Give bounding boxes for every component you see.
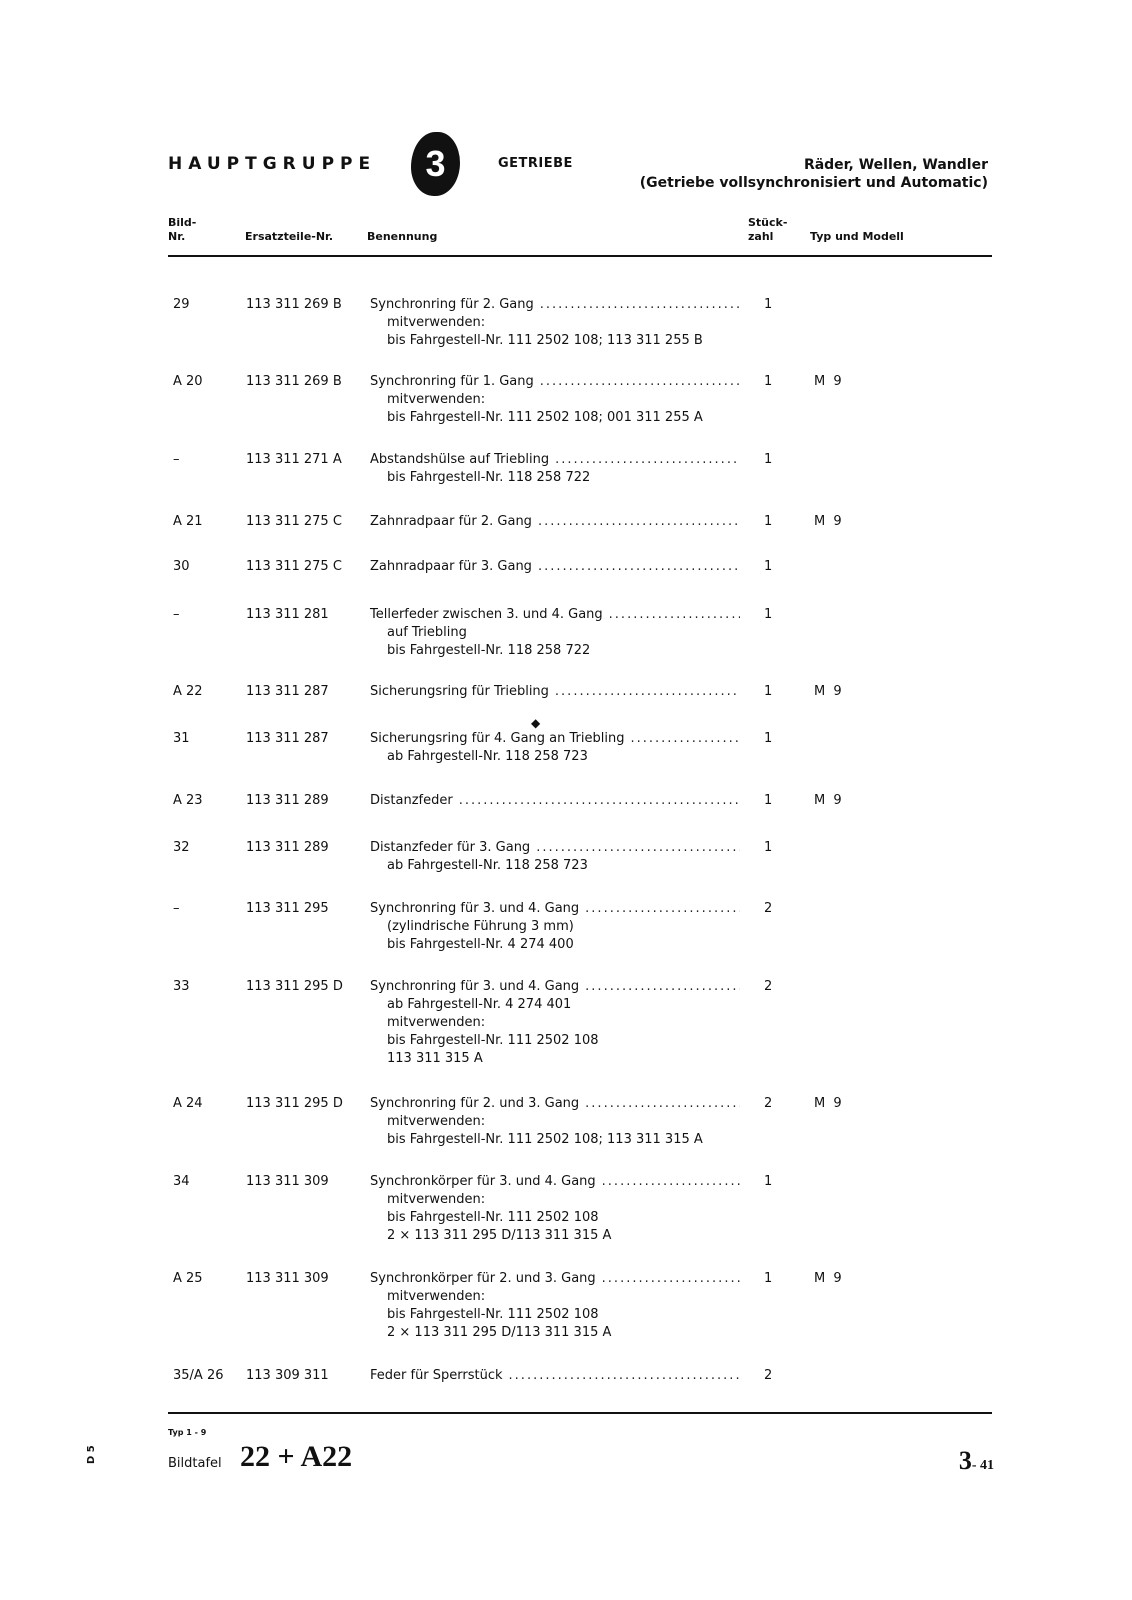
quantity: 1	[764, 452, 773, 467]
bild-nr: 34	[173, 1174, 190, 1189]
description-note: mitverwenden:	[387, 392, 486, 407]
description-note: ab Fahrgestell-Nr. 4 274 401	[387, 997, 572, 1012]
description-note: bis Fahrgestell-Nr. 118 258 722	[387, 470, 591, 485]
part-name: Synchronring für 1. Gang	[370, 374, 534, 389]
part-number: 113 311 295 D	[246, 1096, 343, 1111]
description-note: bis Fahrgestell-Nr. 111 2502 108; 113 311 315 A	[387, 1132, 703, 1147]
description-main	[370, 606, 740, 624]
part-name: Synchronkörper für 3. und 4. Gang	[370, 1174, 596, 1189]
page-number-major: 3	[958, 1446, 972, 1475]
bild-nr: 32	[173, 840, 190, 855]
part-number: 113 311 289	[246, 793, 329, 808]
description-note: bis Fahrgestell-Nr. 118 258 722	[387, 643, 591, 658]
leader-dots	[585, 1095, 740, 1113]
subtitle-line-1: Räder, Wellen, Wandler	[803, 157, 988, 173]
bild-nr: 31	[173, 731, 190, 746]
group-number-badge: 3	[411, 132, 460, 196]
part-name: Distanzfeder	[370, 793, 453, 808]
description-main	[370, 558, 740, 576]
part-name: Zahnradpaar für 2. Gang	[370, 514, 532, 529]
part-number: 113 311 269 B	[246, 374, 342, 389]
leader-dots	[609, 606, 740, 624]
part-number: 113 311 295	[246, 901, 329, 916]
part-number: 113 311 287	[246, 684, 329, 699]
scan-mark: ◆	[531, 716, 541, 730]
description	[370, 730, 740, 766]
part-name: Synchronkörper für 2. und 3. Gang	[370, 1271, 596, 1286]
description-note: mitverwenden:	[387, 1114, 486, 1129]
part-number: 113 311 275 C	[246, 514, 342, 529]
description	[370, 296, 740, 350]
leader-dots	[540, 373, 740, 391]
description-main	[370, 1270, 740, 1288]
quantity: 2	[764, 979, 773, 994]
quantity: 1	[764, 297, 773, 312]
model-type: M 9	[814, 1271, 844, 1286]
description-note: (zylindrische Führung 3 mm)	[387, 919, 574, 934]
quantity: 1	[764, 607, 773, 622]
description-main	[370, 451, 740, 469]
part-name: Synchronring für 3. und 4. Gang	[370, 901, 580, 916]
description-main	[370, 839, 740, 857]
leader-dots	[555, 451, 740, 469]
column-header-model: Typ und Modell	[810, 230, 904, 243]
subtitle-line-2: (Getriebe vollsynchronisiert und Automatic)	[639, 175, 988, 191]
footer-rule	[168, 1412, 992, 1414]
part-name: Distanzfeder für 3. Gang	[370, 840, 531, 855]
quantity: 1	[764, 840, 773, 855]
part-number: 113 311 287	[246, 731, 329, 746]
description	[370, 839, 740, 875]
part-number: 113 311 309	[246, 1271, 329, 1286]
description-main	[370, 513, 740, 531]
description-note: bis Fahrgestell-Nr. 111 2502 108	[387, 1307, 599, 1322]
column-header-bild-line1: Bild-	[168, 216, 197, 229]
model-type: M 9	[814, 793, 844, 808]
description-note: bis Fahrgestell-Nr. 111 2502 108; 001 311 255 A	[387, 410, 703, 425]
quantity: 1	[764, 731, 773, 746]
bild-nr: 29	[173, 297, 190, 312]
bild-nr: A 24	[173, 1096, 203, 1111]
page-number-minor: - 41	[971, 1458, 994, 1473]
page-subtitle	[640, 156, 988, 192]
quantity: 1	[764, 374, 773, 389]
part-name: Synchronring für 2. und 3. Gang	[370, 1096, 580, 1111]
column-header-bild	[168, 216, 196, 244]
quantity: 2	[764, 1368, 773, 1383]
side-code: D 5	[86, 1445, 97, 1464]
leader-dots	[538, 513, 740, 531]
footer-typ: Typ 1 - 9	[168, 1428, 207, 1437]
description-main	[370, 683, 740, 701]
model-type: M 9	[814, 374, 844, 389]
model-type: M 9	[814, 514, 844, 529]
description	[370, 451, 740, 487]
description	[370, 1173, 740, 1245]
part-name: Sicherungsring für 4. Gang an Triebling	[370, 731, 625, 746]
part-number: 113 311 289	[246, 840, 329, 855]
description	[370, 1095, 740, 1149]
bild-nr: 35/A 26	[173, 1368, 224, 1383]
description-note: bis Fahrgestell-Nr. 4 274 400	[387, 937, 574, 952]
description	[370, 606, 740, 660]
description	[370, 1270, 740, 1342]
part-name: Synchronring für 2. Gang	[370, 297, 534, 312]
quantity: 1	[764, 514, 773, 529]
leader-dots	[509, 1367, 740, 1385]
leader-dots	[630, 730, 740, 748]
quantity: 1	[764, 793, 773, 808]
description-note: bis Fahrgestell-Nr. 111 2502 108	[387, 1033, 599, 1048]
part-name: Sicherungsring für Triebling	[370, 684, 549, 699]
description-note: mitverwenden:	[387, 1192, 486, 1207]
part-name: Synchronring für 3. und 4. Gang	[370, 979, 580, 994]
part-number: 113 311 295 D	[246, 979, 343, 994]
quantity: 2	[764, 901, 773, 916]
description-main	[370, 1367, 740, 1385]
description	[370, 978, 740, 1068]
column-header-qty	[748, 216, 787, 244]
footer-plate-number: 22 + A22	[240, 1440, 353, 1473]
bild-nr: A 22	[173, 684, 203, 699]
description-note: mitverwenden:	[387, 315, 486, 330]
model-type: M 9	[814, 684, 844, 699]
part-number: 113 311 281	[246, 607, 329, 622]
part-name: Zahnradpaar für 3. Gang	[370, 559, 532, 574]
quantity: 1	[764, 1174, 773, 1189]
description-note: bis Fahrgestell-Nr. 111 2502 108; 113 311 255 B	[387, 333, 703, 348]
quantity: 1	[764, 559, 773, 574]
description-note: mitverwenden:	[387, 1015, 486, 1030]
part-number: 113 311 309	[246, 1174, 329, 1189]
leader-dots	[602, 1270, 740, 1288]
description-main	[370, 730, 740, 748]
description-main	[370, 792, 740, 810]
description	[370, 513, 740, 531]
description	[370, 792, 740, 810]
description-note: 113 311 315 A	[387, 1051, 483, 1066]
description	[370, 558, 740, 576]
description-main	[370, 1095, 740, 1113]
description-note: 2 × 113 311 295 D/113 311 315 A	[387, 1325, 612, 1340]
leader-dots	[536, 839, 740, 857]
quantity: 2	[764, 1096, 773, 1111]
quantity: 1	[764, 684, 773, 699]
leader-dots	[585, 900, 740, 918]
description-main	[370, 373, 740, 391]
bild-nr: –	[173, 607, 180, 622]
bild-nr: A 20	[173, 374, 203, 389]
description-main	[370, 296, 740, 314]
model-type: M 9	[814, 1096, 844, 1111]
part-number: 113 309 311	[246, 1368, 329, 1383]
description-note: ab Fahrgestell-Nr. 118 258 723	[387, 749, 588, 764]
description	[370, 683, 740, 701]
description-note: ab Fahrgestell-Nr. 118 258 723	[387, 858, 588, 873]
column-header-bild-line2: Nr.	[168, 230, 186, 243]
footer-bildtafel-label: Bildtafel	[168, 1456, 222, 1471]
leader-dots	[555, 683, 740, 701]
description-main	[370, 978, 740, 996]
group-label: HAUPTGRUPPE	[168, 154, 377, 174]
quantity: 1	[764, 1271, 773, 1286]
description-note: bis Fahrgestell-Nr. 111 2502 108	[387, 1210, 599, 1225]
bild-nr: A 25	[173, 1271, 203, 1286]
header-rule	[168, 255, 992, 257]
leader-dots	[540, 296, 740, 314]
part-name: Feder für Sperrstück	[370, 1368, 503, 1383]
part-number: 113 311 275 C	[246, 559, 342, 574]
description-note: auf Triebling	[387, 625, 467, 640]
leader-dots	[538, 558, 740, 576]
leader-dots	[585, 978, 740, 996]
part-number: 113 311 269 B	[246, 297, 342, 312]
description-main	[370, 900, 740, 918]
description-note: mitverwenden:	[387, 1289, 486, 1304]
leader-dots	[602, 1173, 740, 1191]
bild-nr: 30	[173, 559, 190, 574]
bild-nr: A 21	[173, 514, 203, 529]
description	[370, 373, 740, 427]
page-number	[959, 1446, 994, 1476]
bild-nr: –	[173, 452, 180, 467]
section-title: GETRIEBE	[498, 156, 573, 171]
description	[370, 1367, 740, 1385]
column-header-qty-line1: Stück-	[748, 216, 788, 229]
column-header-name: Benennung	[367, 230, 438, 243]
bild-nr: 33	[173, 979, 190, 994]
bild-nr: –	[173, 901, 180, 916]
leader-dots	[459, 792, 740, 810]
bild-nr: A 23	[173, 793, 203, 808]
part-name: Tellerfeder zwischen 3. und 4. Gang	[370, 607, 603, 622]
column-header-qty-line2: zahl	[748, 230, 774, 243]
part-name: Abstandshülse auf Triebling	[370, 452, 550, 467]
description-main	[370, 1173, 740, 1191]
part-number: 113 311 271 A	[246, 452, 342, 467]
description-note: 2 × 113 311 295 D/113 311 315 A	[387, 1228, 612, 1243]
column-header-part: Ersatzteile-Nr.	[245, 230, 334, 243]
description	[370, 900, 740, 954]
